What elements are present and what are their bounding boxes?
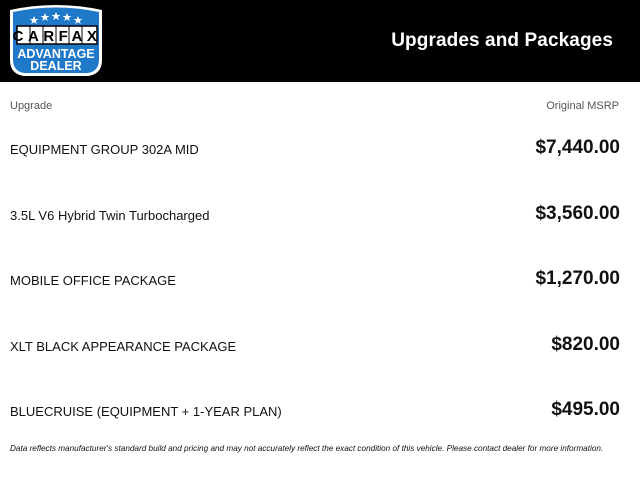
list-item (10, 135, 620, 165)
upgrade-name: MOBILE OFFICE PACKAGE (10, 273, 176, 288)
upgrade-column-header: Upgrade (10, 100, 53, 112)
list-item (10, 332, 620, 362)
page-title: Upgrades and Packages (391, 30, 613, 51)
list-item (10, 201, 620, 231)
upgrade-price: $3,560.00 (535, 203, 620, 224)
header-bar (0, 0, 640, 82)
upgrade-name: BLUECRUISE (EQUIPMENT + 1-YEAR PLAN) (10, 404, 282, 419)
disclaimer-text: Data reflects manufacturer's standard build and pricing and may not accurately reflect the exact condition of this vehicle. Please contact dealer for more information. (10, 444, 604, 453)
list-item (10, 397, 620, 427)
list-item (10, 266, 620, 296)
msrp-column-header: Original MSRP (546, 100, 619, 112)
svg-text:ADVANTAGE: ADVANTAGE (17, 47, 95, 61)
svg-text:DEALER: DEALER (30, 59, 82, 73)
upgrade-price: $495.00 (551, 399, 620, 420)
upgrade-price: $1,270.00 (535, 268, 620, 289)
upgrade-price: $820.00 (551, 334, 620, 355)
upgrade-price: $7,440.00 (535, 137, 620, 158)
carfax-advantage-dealer-logo (4, 2, 108, 80)
svg-text:CARFAX: CARFAX (12, 28, 102, 45)
upgrade-name: 3.5L V6 Hybrid Twin Turbocharged (10, 208, 210, 223)
upgrade-name: XLT BLACK APPEARANCE PACKAGE (10, 339, 237, 354)
upgrade-name: EQUIPMENT GROUP 302A MID (10, 142, 199, 157)
